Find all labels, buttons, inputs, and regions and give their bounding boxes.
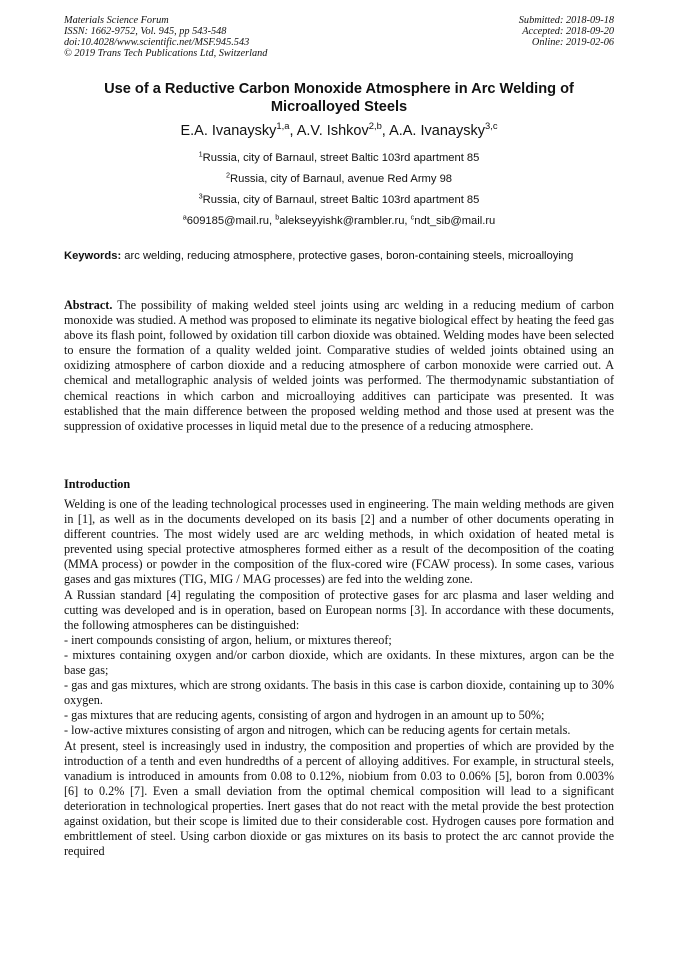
list-item: - gas mixtures that are reducing agents, consisting of argon and hydrogen in an amount up to 50%; bbox=[64, 708, 545, 723]
journal-header-right bbox=[519, 15, 614, 48]
journal-doi: doi:10.4028/www.scientific.net/MSF.945.543 bbox=[64, 37, 250, 48]
list-item: - inert compounds consisting of argon, helium, or mixtures thereof; bbox=[64, 632, 392, 647]
list-item: - mixtures containing oxygen and/or carbon dioxide, which are oxidants. In these mixtures, argon can be the base gas; bbox=[64, 647, 614, 678]
paper-title: Use of a Reductive Carbon Monoxide Atmosphere in Arc Welding of Microalloyed Steels bbox=[104, 81, 574, 115]
email-link[interactable]: alekseyyishk@rambler.ru, bbox=[279, 215, 411, 227]
abstract bbox=[64, 298, 614, 434]
paragraph: A Russian standard [4] regulating the composition of protective gases for arc plasma and laser welding and cutting was developed and is in operation, based on European norms [3]. In accordance with these documents, the following atmospheres can be distinguished: bbox=[64, 587, 614, 632]
author: A.A. Ivanaysky$^{3,c}$ bbox=[389, 120, 498, 139]
journal-header-left bbox=[64, 15, 267, 59]
journal-copyright: © 2019 Trans Tech Publications Ltd, Switzerland bbox=[64, 48, 268, 59]
abstract-label: Abstract. bbox=[64, 298, 113, 312]
author: E.A. Ivanaysky$^{1,a}$, bbox=[180, 120, 297, 139]
affiliation-1: $^1$Russia, city of Barnaul, street Baltic 103rd apartment 85 bbox=[198, 149, 480, 164]
email-link[interactable]: ndt_sib@mail.ru bbox=[414, 215, 496, 227]
section-heading-introduction: Introduction bbox=[64, 477, 131, 491]
list-item: - gas and gas mixtures, which are strong oxidants. The basis in this case is carbon dioxide, containing up to 30% oxygen. bbox=[64, 678, 614, 708]
author-emails: $^a$609185@mail.ru, $^b$alekseyyishk@rambler.ru, $^c$ndt_sib@mail.ru bbox=[182, 212, 496, 227]
keywords-label: Keywords: bbox=[64, 250, 122, 262]
author: A.V. Ishkov$^{2,b}$, bbox=[296, 120, 390, 139]
keywords-text: arc welding, reducing atmosphere, protective gases, boron-containing steels, microalloying bbox=[121, 250, 574, 262]
online-date: Online: 2019-02-06 bbox=[531, 37, 614, 48]
journal-name: Materials Science Forum bbox=[64, 15, 169, 26]
affiliation-2: $^2$Russia, city of Barnaul, avenue Red Army 98 bbox=[225, 170, 453, 185]
keywords bbox=[64, 249, 614, 263]
paragraph: At present, steel is increasingly used in industry, the composition and properties of which are provided by the introduction of a tenth and even hundredths of a percent of alloying additives. For example, in structural steels, vanadium is introduced in amounts from 0.08 to 0.12%, niobium from 0.03 to 0.06% [5], boron from 0.003% [6] to 0.2% [7]. Even a small deviation from the optimal chemical composition will lead to a significant deterioration in technological properties. Inert gases that do not react with the metal provide the best protection against oxidation, but their scope is limited due to their considerable cost. Hydrogen causes pore formation and embrittlement of steel. Using carbon dioxide or gas mixtures on its basis to protect the arc cannot provide the required bbox=[64, 738, 614, 859]
paragraph: Welding is one of the leading technological processes used in engineering. The main welding methods are given in [1], as well as in the documents developed on its basis [2] and a number of other documents operating in different countries. The most widely used are arc welding methods, in which oxidation of heated metal is prevented using special protective atmospheres formed either as a result of the decomposition of the coating (MMA process) or powder in the composition of the flux-cored wire (FCAW process). In some cases, various gases and gas mixtures (TIG, MIG / MAG processes) are fed into the welding zone. bbox=[64, 497, 614, 587]
introduction-body bbox=[64, 497, 614, 859]
list-item: - low-active mixtures consisting of argon and nitrogen, which can be reducing agents for certain metals. bbox=[64, 723, 571, 738]
submitted-date: Submitted: 2018-09-18 bbox=[518, 15, 614, 26]
affiliation-3: $^3$Russia, city of Barnaul, street Baltic 103rd apartment 85 bbox=[198, 191, 480, 206]
author-list bbox=[64, 122, 614, 140]
journal-issn: ISSN: 1662-9752, Vol. 945, pp 543-548 bbox=[64, 26, 227, 37]
accepted-date: Accepted: 2018-09-20 bbox=[522, 26, 614, 37]
email-link[interactable]: 609185@mail.ru, bbox=[186, 215, 276, 227]
abstract-text: The possibility of making welded steel joints using arc welding in a reducing medium of carbon monoxide was studied. A method was proposed to eliminate its negative biological effect by heating the feed gas above its flash point, followed by oxidation till carbon dioxide was obtained. Welding modes have been selected to ensure the formation of a quality welded joint. Comparative studies of welded joints obtained using an oxidizing atmosphere of carbon dioxide and a reducing atmosphere of carbon monoxide were carried out. A chemical and metallographic analysis of welded joints was performed. The thermodynamic substantiation of chemical reactions in which carbon and microalloying additives can participate was presented. It was established that the main difference between the proposed welding method and those used at present was the suppression of oxidative processes in liquid metal due to the presence of a reducing atmosphere. bbox=[64, 298, 614, 433]
